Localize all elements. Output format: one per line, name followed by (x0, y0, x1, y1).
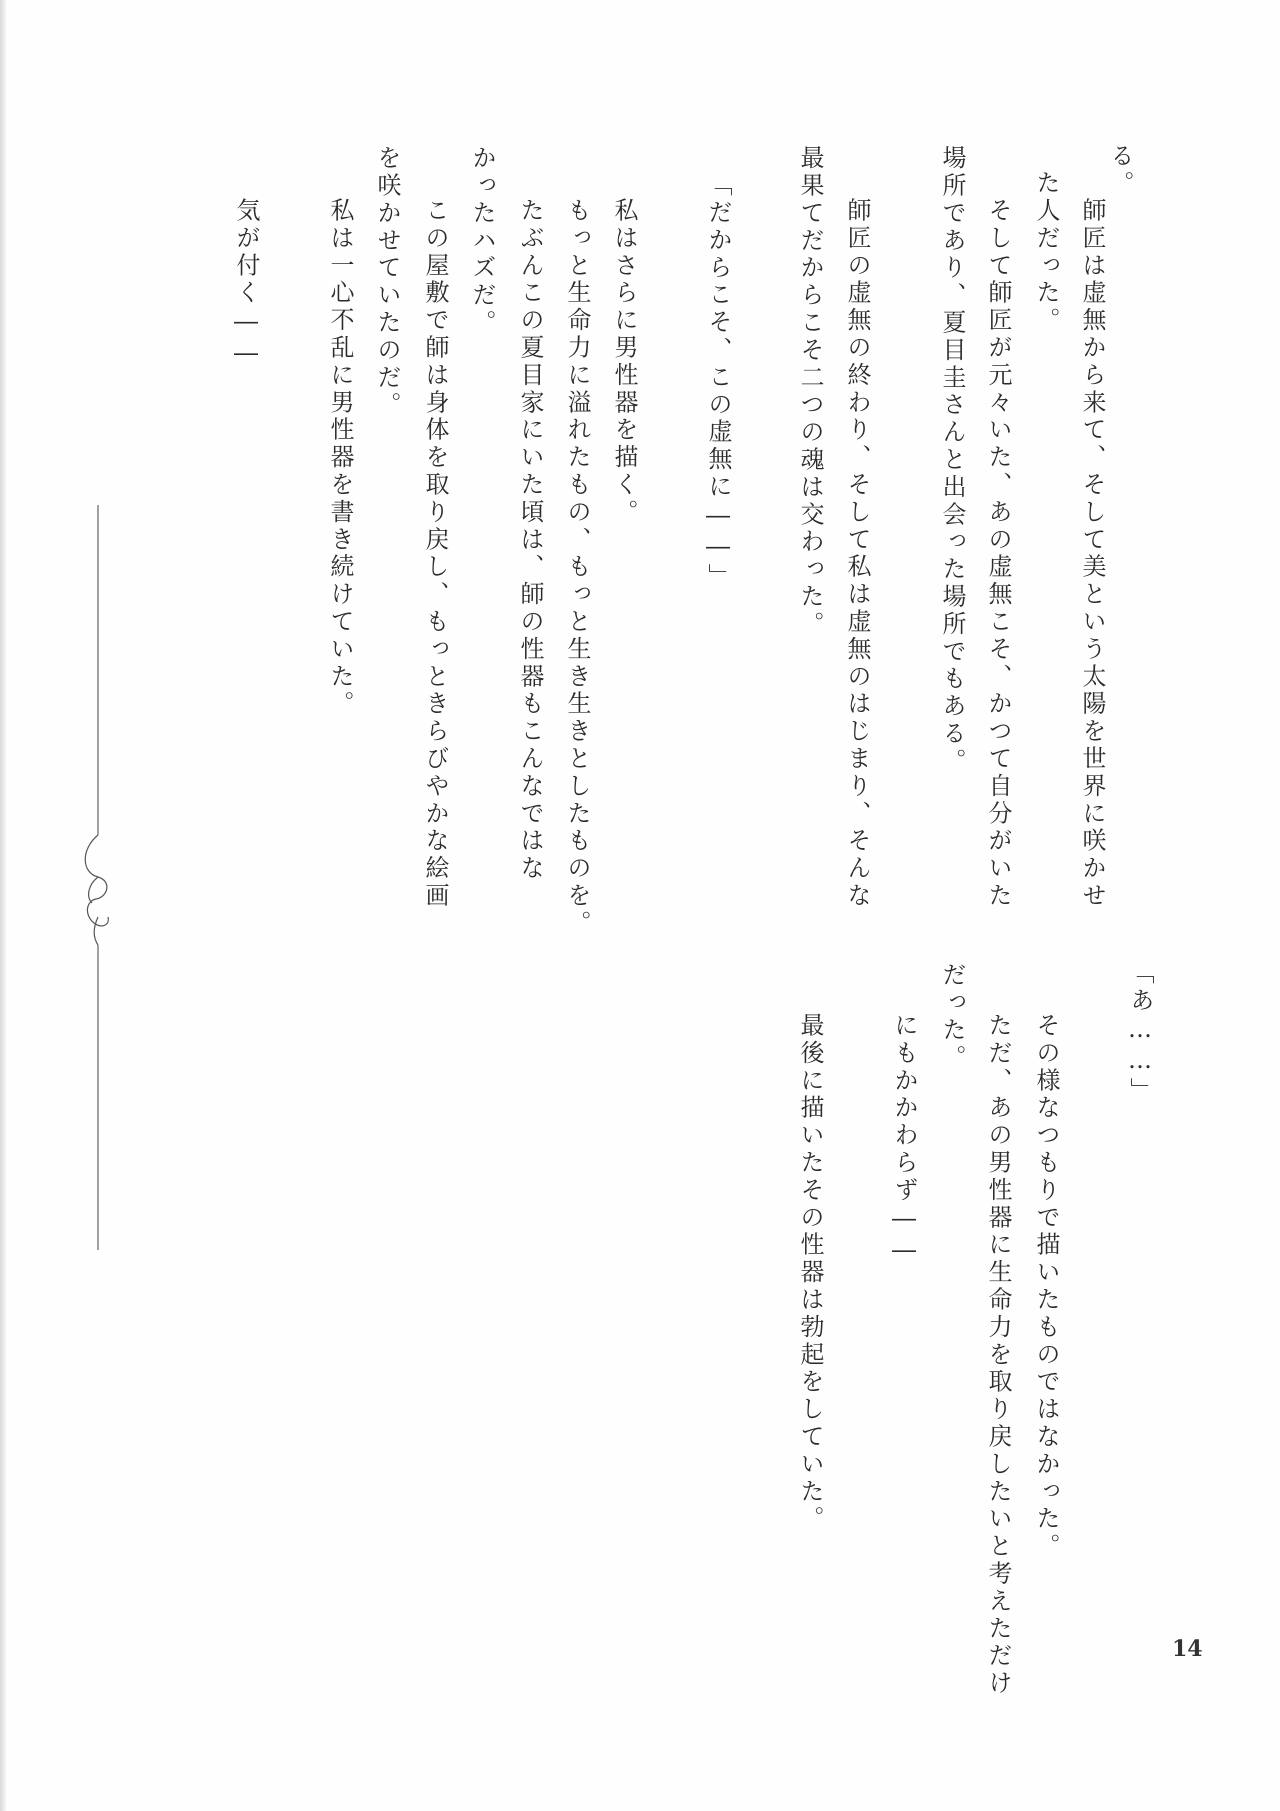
text-column: たぶんこの夏目家にいた頃は、師の性器もこんなではな (516, 170, 544, 883)
scan-edge-shadow (0, 0, 6, 1811)
text-column: ただ、あの男性器に生命力を取り戻したいと考えただけ (984, 985, 1012, 1698)
text-column: 最果てだからこそ二つの魂は交わった。 (796, 145, 824, 639)
text-column: 最後に描いたその性器は勃起をしていた。 (796, 985, 824, 1533)
text-column: 私は一心不乱に男性器を書き続けていた。 (326, 170, 354, 718)
text-column: 師匠の虚無の終わり、そして私は虚無のはじまり、そんな (843, 170, 871, 910)
flourish-divider-icon (68, 505, 128, 1250)
text-column: かったハズだ。 (468, 145, 496, 337)
text-column: た人だった。 (1032, 170, 1060, 335)
text-column: その様なつもりで描いたものではなかった。 (1032, 985, 1060, 1561)
page-number: 14 (1172, 1636, 1203, 1662)
text-column: この屋敷で師は身体を取り戻し、もっときらびやかな絵画 (421, 170, 449, 910)
text-column: 気が付く―― (232, 170, 260, 370)
text-column: そして師匠が元々いた、あの虚無こそ、かつて自分がいた (984, 170, 1012, 910)
text-column: 師匠は虚無から来て、そして美という太陽を世界に咲かせ (1078, 170, 1106, 910)
text-column: もっと生命力に溢れたもの、もっと生き生きとしたものを。 (563, 170, 591, 938)
text-column: にもかかわらず―― (890, 985, 918, 1267)
text-column: だった。 (938, 962, 966, 1072)
text-column: 「だからこそ、この虚無に――」 (704, 172, 732, 591)
text-column: を咲かせていたのだ。 (373, 145, 401, 419)
text-column: 私はさらに男性器を描く。 (610, 170, 638, 527)
text-column: る。 (1106, 143, 1134, 198)
text-column: 場所であり、夏目圭さんと出会った場所でもある。 (938, 145, 966, 776)
text-column: 「あ……」 (1126, 960, 1154, 1105)
